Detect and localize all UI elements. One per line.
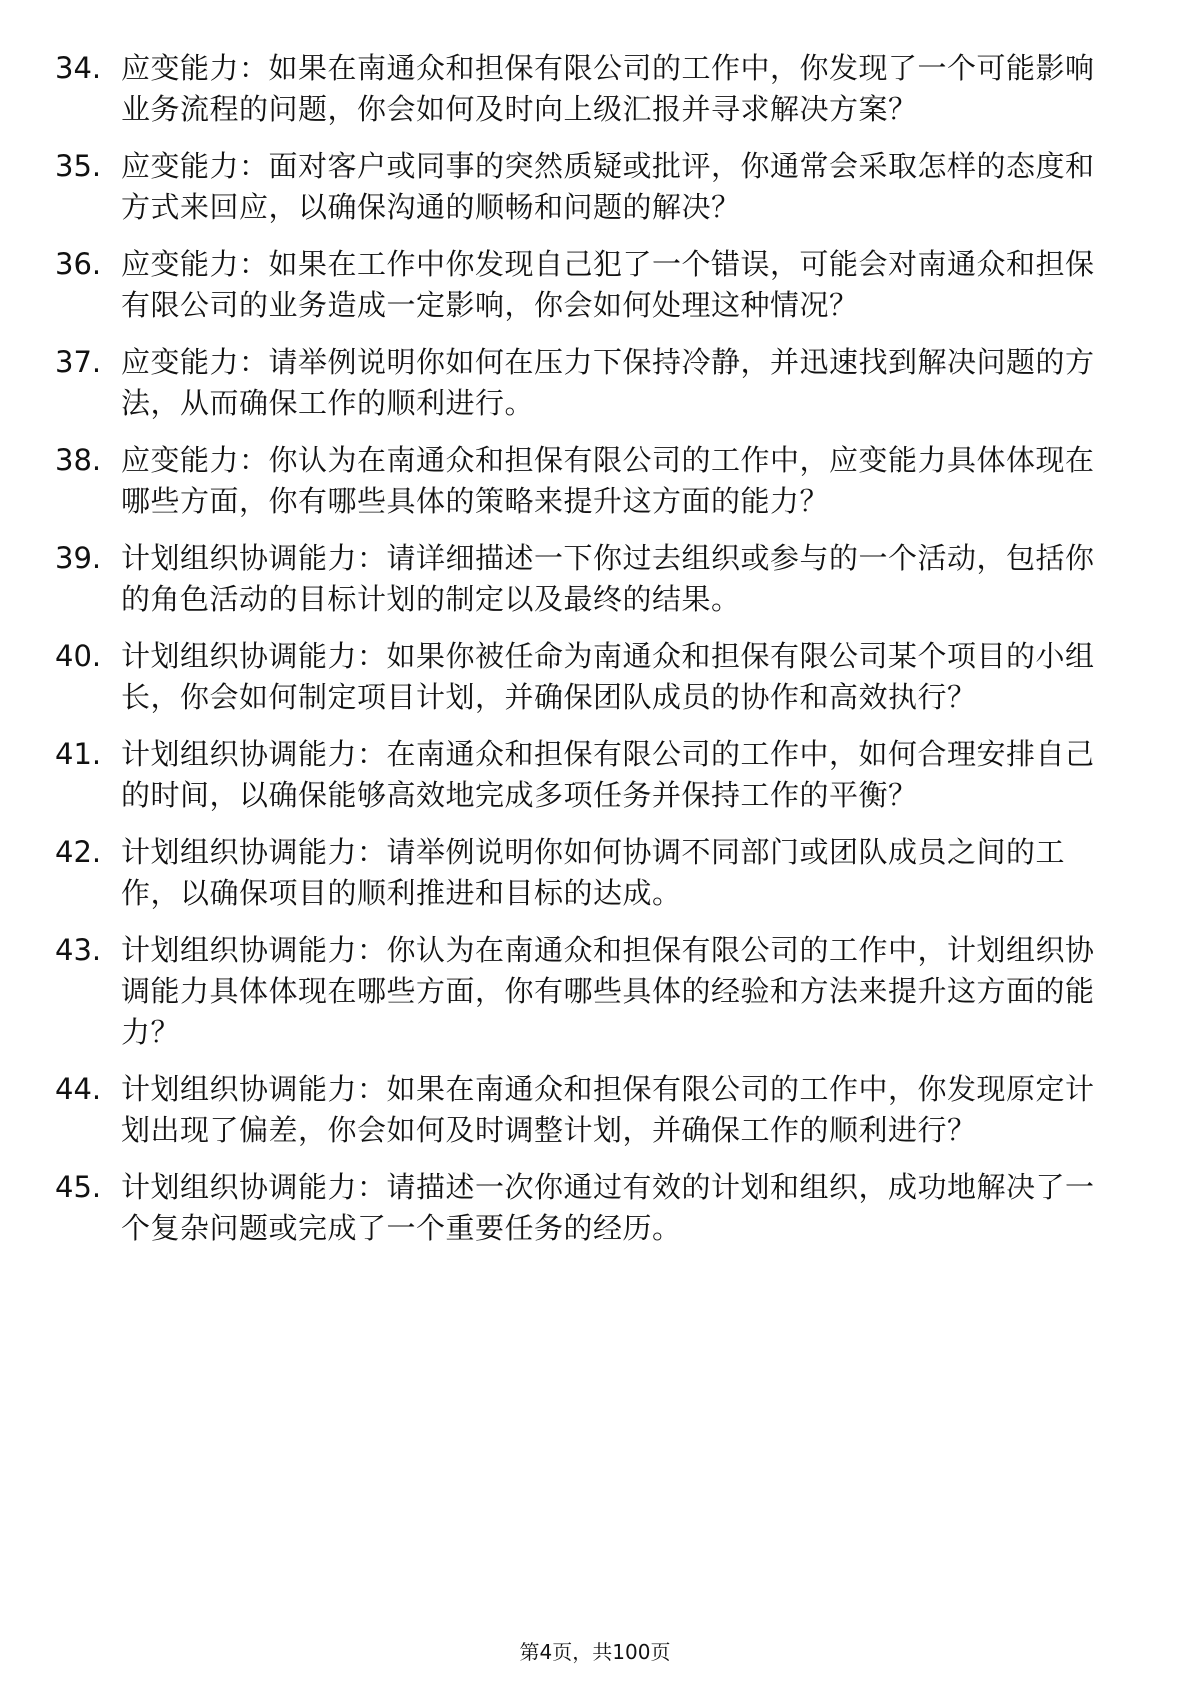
question-text: 计划组织协调能力：在南通众和担保有限公司的工作中，如何合理安排自己的时间，以确保能够高效地完成多项任务并保持工作的平衡？ <box>121 737 1095 812</box>
question-text: 应变能力：如果在工作中你发现自己犯了一个错误，可能会对南通众和担保有限公司的业务造成一定影响，你会如何处理这种情况？ <box>121 247 1095 322</box>
question-number: 45. <box>55 1170 102 1204</box>
question-text: 应变能力：请举例说明你如何在压力下保持冷静，并迅速找到解决问题的方法，从而确保工作的顺利进行。 <box>121 345 1095 420</box>
question-item <box>55 734 1115 816</box>
question-text: 应变能力：如果在南通众和担保有限公司的工作中，你发现了一个可能影响业务流程的问题，你会如何及时向上级汇报并寻求解决方案？ <box>121 51 1095 126</box>
question-item <box>55 1069 1115 1151</box>
question-text: 计划组织协调能力：请举例说明你如何协调不同部门或团队成员之间的工作，以确保项目的顺利推进和目标的达成。 <box>121 835 1066 910</box>
question-number: 40. <box>55 639 102 673</box>
question-item <box>55 930 1115 1053</box>
question-item <box>55 440 1115 522</box>
question-text: 计划组织协调能力：你认为在南通众和担保有限公司的工作中，计划组织协调能力具体体现在哪些方面，你有哪些具体的经验和方法来提升这方面的能力？ <box>121 933 1095 1049</box>
question-number: 42. <box>55 835 102 869</box>
question-text: 计划组织协调能力：请详细描述一下你过去组织或参与的一个活动，包括你的角色活动的目标计划的制定以及最终的结果。 <box>121 541 1095 616</box>
question-number: 34. <box>55 51 102 85</box>
question-item <box>55 832 1115 914</box>
question-text: 计划组织协调能力：如果在南通众和担保有限公司的工作中，你发现原定计划出现了偏差，你会如何及时调整计划，并确保工作的顺利进行？ <box>121 1072 1095 1147</box>
question-number: 38. <box>55 443 102 477</box>
question-text: 计划组织协调能力：请描述一次你通过有效的计划和组织，成功地解决了一个复杂问题或完成了一个重要任务的经历。 <box>121 1170 1095 1245</box>
question-item <box>55 146 1115 228</box>
question-number: 37. <box>55 345 102 379</box>
question-item <box>55 342 1115 424</box>
question-item <box>55 48 1115 130</box>
question-list <box>55 48 1115 1265</box>
question-number: 44. <box>55 1072 102 1106</box>
question-item <box>55 1167 1115 1249</box>
question-number: 35. <box>55 149 102 183</box>
question-text: 应变能力：面对客户或同事的突然质疑或批评，你通常会采取怎样的态度和方式来回应，以确保沟通的顺畅和问题的解决？ <box>121 149 1095 224</box>
question-number: 39. <box>55 541 102 575</box>
question-number: 43. <box>55 933 102 967</box>
question-number: 36. <box>55 247 102 281</box>
question-text: 计划组织协调能力：如果你被任命为南通众和担保有限公司某个项目的小组长，你会如何制定项目计划，并确保团队成员的协作和高效执行？ <box>121 639 1095 714</box>
question-item <box>55 538 1115 620</box>
question-item <box>55 244 1115 326</box>
question-item <box>55 636 1115 718</box>
page-footer <box>0 1638 1190 1666</box>
question-number: 41. <box>55 737 102 771</box>
page-number-label: 第4页，共100页 <box>519 1640 671 1664</box>
question-text: 应变能力：你认为在南通众和担保有限公司的工作中，应变能力具体体现在哪些方面，你有哪些具体的策略来提升这方面的能力？ <box>121 443 1095 518</box>
